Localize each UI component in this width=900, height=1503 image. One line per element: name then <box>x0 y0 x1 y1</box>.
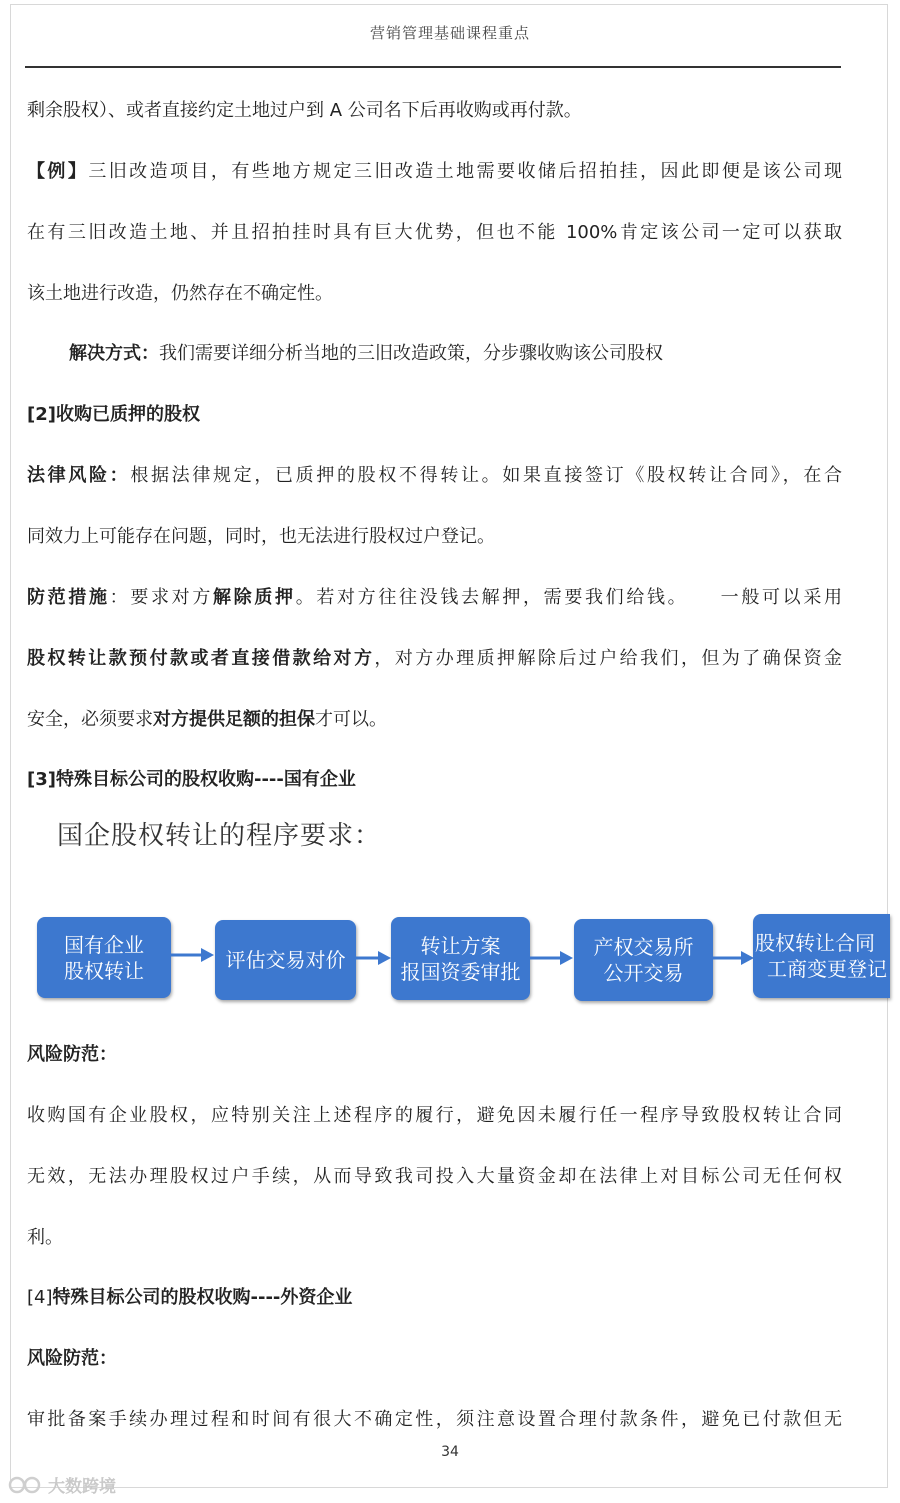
body-line <box>27 1165 842 1189</box>
text-segment: 才可以。 <box>315 709 387 730</box>
bold-text-segment: 对方提供足额的担保 <box>153 709 315 730</box>
flow-step-label: 评估交易对价 <box>225 948 346 972</box>
body-line <box>27 586 842 610</box>
text-segment: [4] <box>27 1287 53 1308</box>
bold-text-segment: 【例】 <box>27 161 89 182</box>
page-number: 34 <box>441 1444 459 1460</box>
flow-step-1 <box>37 917 171 998</box>
arrow-right-icon <box>530 948 574 968</box>
text-segment: 剩余股权）、或者直接约定土地过户到 A 公司名下后再收购或再付款。 <box>27 100 582 121</box>
section-heading <box>27 768 842 792</box>
section-heading <box>27 403 842 427</box>
body-line <box>27 221 842 245</box>
body-line <box>27 1408 842 1432</box>
body-line <box>69 342 839 366</box>
flow-step-label: 股权转让合同 <box>755 931 875 955</box>
body-line <box>27 708 842 732</box>
flow-step-label: 产权交易所 <box>593 935 694 959</box>
bold-text-segment: 法律风险： <box>27 465 131 486</box>
body-line <box>27 1104 842 1128</box>
text-segment: 在有三旧改造土地、并且招拍挂时具有巨大优势，但也不能 100%肯定该公司一定可以获取 <box>27 222 842 243</box>
watermark-text: 大数跨境 <box>48 1477 116 1497</box>
section-heading <box>27 1347 842 1371</box>
text-segment: 三旧改造项目，有些地方规定三旧改造土地需要收储后招拍挂，因此即便是该公司现 <box>88 161 842 182</box>
body-line <box>27 160 842 184</box>
text-segment: 根据法律规定，已质押的股权不得转让。如果直接签订《股权转让合同》，在合 <box>130 465 842 486</box>
bold-text-segment: [2]收购已质押的股权 <box>27 404 200 425</box>
section-heading <box>27 1286 842 1310</box>
flow-step-5 <box>753 914 890 998</box>
bold-text-segment: [3]特殊目标公司的股权收购----国有企业 <box>27 769 356 790</box>
bold-text-segment: 解决方式： <box>69 343 159 364</box>
text-segment: 利。 <box>27 1227 63 1248</box>
flow-title: 国企股权转让的程序要求： <box>57 821 382 851</box>
body-line <box>27 525 842 549</box>
header-rule <box>25 66 841 68</box>
text-segment: 。若对方往往没钱去解押，需要我们给钱。 一般可以采用 <box>295 587 842 608</box>
flow-step-4 <box>574 919 713 1001</box>
body-line <box>27 647 842 671</box>
bold-text-segment: 解除质押 <box>213 587 296 608</box>
flow-step-label: 国有企业 <box>64 932 144 957</box>
text-segment: 我们需要详细分析当地的三旧改造政策，分步骤收购该公司股权 <box>159 343 663 364</box>
flow-step-label: 股权转让 <box>64 958 144 983</box>
text-segment: 审批备案手续办理过程和时间有很大不确定性，须注意设置合理付款条件，避免已付款但无 <box>27 1409 842 1430</box>
text-segment: ，对方办理质押解除后过户给我们，但为了确保资金 <box>374 648 842 669</box>
body-line <box>27 464 842 488</box>
flow-step-3 <box>391 917 530 1000</box>
bold-text-segment: 股权转让款预付款或者直接借款给对方 <box>27 648 375 669</box>
text-segment: 同效力上可能存在问题，同时，也无法进行股权过户登记。 <box>27 526 495 547</box>
flow-step-2 <box>215 920 356 1000</box>
arrow-right-icon <box>713 948 755 968</box>
text-segment: 收购国有企业股权，应特别关注上述程序的履行，避免因未履行任一程序导致股权转让合同 <box>27 1105 842 1126</box>
bold-text-segment: 风险防范： <box>27 1348 117 1369</box>
body-line <box>27 1226 842 1250</box>
flow-step-label: 转让方案 <box>420 933 501 958</box>
text-segment: 该土地进行改造，仍然存在不确定性。 <box>27 283 333 304</box>
watermark <box>8 1472 116 1497</box>
text-segment: 安全，必须要求 <box>27 709 153 730</box>
bold-text-segment: 特殊目标公司的股权收购----外资企业 <box>52 1287 353 1308</box>
bold-text-segment: 风险防范： <box>27 1044 117 1065</box>
flow-step-label: 报国资委审批 <box>400 959 521 984</box>
section-heading <box>27 1043 842 1067</box>
arrow-right-icon <box>356 948 392 968</box>
arrow-right-icon <box>171 945 215 965</box>
header-title: 营销管理基础课程重点 <box>369 24 530 42</box>
flow-step-label: 工商变更登记 <box>767 957 887 981</box>
watermark-logo-icon <box>8 1474 42 1496</box>
body-line <box>27 99 842 123</box>
text-segment: 无效，无法办理股权过户手续，从而导致我司投入大量资金却在法律上对目标公司无任何权 <box>27 1166 842 1187</box>
flow-step-label: 公开交易 <box>603 961 684 985</box>
bold-text-segment: 防范措施 <box>27 587 110 608</box>
text-segment: ：要求对方 <box>109 587 214 608</box>
body-line <box>27 282 842 306</box>
